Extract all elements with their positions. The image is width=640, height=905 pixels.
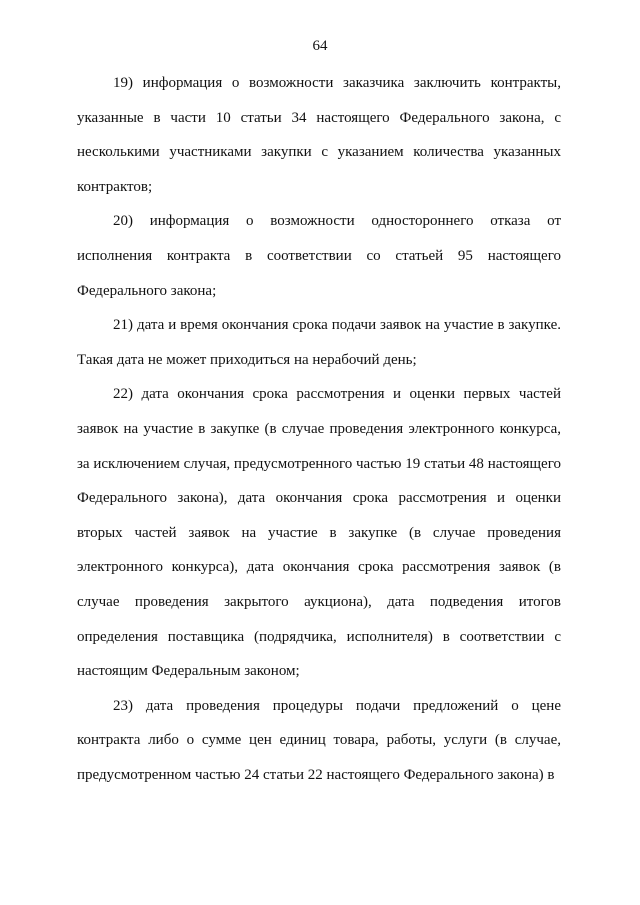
- list-item-22: 22) дата окончания срока рассмотрения и оценки первых частей заявок на участие в закупке (в случае проведения электронного конкурса, за исключением случая, предусмотренного частью 19 статьи 48 настоящего Федерального закона), дата окончания срока рассмотрения и оценки вторых частей заявок на участие в закупке (в случае проведения электронного конкурса), дата окончания срока рассмотрения заявок (в случае проведения закрытого аукциона), дата подведения итогов определения поставщика (подрядчика, исполнителя) в соответствии с настоящим Федеральным законом;: [77, 386, 561, 680]
- list-item-23: 23) дата проведения процедуры подачи предложений о цене контракта либо о сумме цен единиц товара, работы, услуги (в случае, предусмотренном частью 24 статьи 22 настоящего Федерального закона) в: [77, 697, 561, 783]
- list-item-19: 19) информация о возможности заказчика заключить контракты, указанные в части 10 статьи 34 настоящего Федерального закона, с несколькими участниками закупки с указанием количества указанных контрактов;: [77, 75, 561, 195]
- list-item-21: 21) дата и время окончания срока подачи заявок на участие в закупке. Такая дата не может приходиться на нерабочий день;: [77, 317, 561, 368]
- document-body: [77, 66, 561, 792]
- list-item-20: 20) информация о возможности одностороннего отказа от исполнения контракта в соответствии со статьей 95 настоящего Федерального закона;: [77, 213, 561, 299]
- page-number: 64: [312, 38, 328, 54]
